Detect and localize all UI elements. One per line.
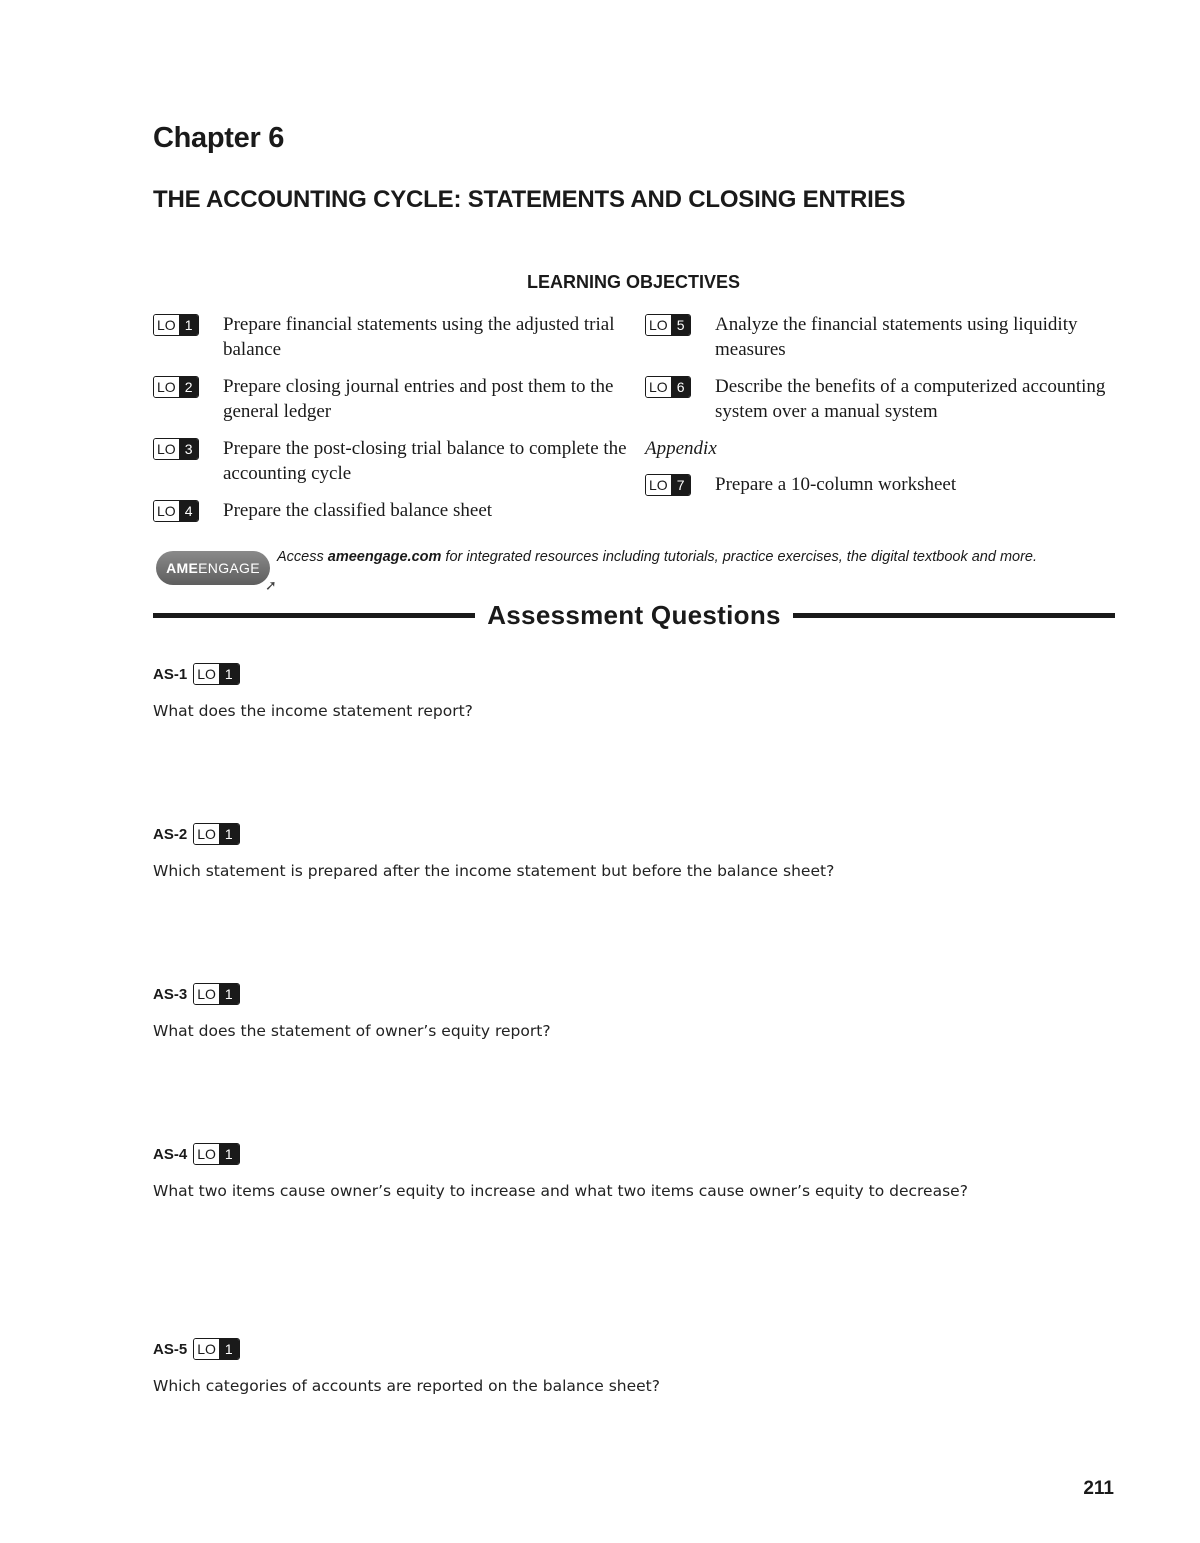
lo-badge: LO 1 xyxy=(153,314,199,336)
section-rule-right xyxy=(793,613,1115,618)
chapter-title: THE ACCOUNTING CYCLE: STATEMENTS AND CLOSING ENTRIES xyxy=(153,186,906,213)
question-text: What does the income statement report? xyxy=(153,702,473,720)
objective-text: Describe the benefits of a computerized accounting system over a manual system xyxy=(715,376,1106,422)
question-text: Which categories of accounts are reported on the balance sheet? xyxy=(153,1377,660,1395)
lo-badge: LO 3 xyxy=(153,438,199,460)
section-header xyxy=(153,600,1115,631)
chapter-label: Chapter 6 xyxy=(153,122,285,154)
question-item xyxy=(153,1338,660,1395)
ameengage-access-text: Access ameengage.com for integrated resources including tutorials, practice exercises, the digital textbook and more. xyxy=(277,549,1038,565)
page-number: 211 xyxy=(1083,1478,1114,1499)
lo-badge: LO 1 xyxy=(193,983,239,1005)
lo-badge: LO 7 xyxy=(645,474,691,496)
question-item xyxy=(153,823,834,880)
question-id: AS-2 xyxy=(153,825,188,843)
objective-text: Analyze the financial statements using liquidity measures xyxy=(715,314,1078,360)
objective-text: Prepare financial statements using the adjusted trial balance xyxy=(223,314,615,360)
question-text: What does the statement of owner’s equity report? xyxy=(153,1022,551,1040)
section-rule-left xyxy=(153,613,475,618)
ameengage-link[interactable]: ameengage.com xyxy=(327,549,442,565)
objective-item xyxy=(153,312,633,362)
objective-text: Prepare closing journal entries and post them to the general ledger xyxy=(223,376,614,422)
lo-badge: LO 1 xyxy=(193,663,239,685)
question-id: AS-3 xyxy=(153,985,188,1003)
question-item xyxy=(153,1143,968,1200)
learning-objectives-heading: LEARNING OBJECTIVES xyxy=(526,272,741,292)
question-id: AS-4 xyxy=(153,1145,188,1163)
lo-badge: LO 1 xyxy=(193,823,239,845)
objective-item xyxy=(645,312,1120,362)
section-title: Assessment Questions xyxy=(487,600,781,630)
objective-item xyxy=(645,472,1120,497)
question-text: Which statement is prepared after the income statement but before the balance sheet? xyxy=(153,862,835,880)
objective-text: Prepare the classified balance sheet xyxy=(223,500,493,521)
question-text: What two items cause owner’s equity to increase and what two items cause owner’s equity to decrease? xyxy=(153,1182,968,1200)
lo-badge: LO 5 xyxy=(645,314,691,336)
lo-badge: LO 1 xyxy=(193,1338,239,1360)
question-item xyxy=(153,983,551,1040)
question-item xyxy=(153,663,473,720)
objective-item xyxy=(153,436,633,486)
question-id: AS-5 xyxy=(153,1340,188,1358)
ameengage-logo[interactable]: AME ENGAGE ➚ xyxy=(156,551,270,585)
appendix-label: Appendix xyxy=(645,438,717,459)
objective-item xyxy=(153,374,633,424)
cursor-icon: ➚ xyxy=(264,577,277,593)
lo-badge: LO 4 xyxy=(153,500,199,522)
lo-badge: LO 1 xyxy=(193,1143,239,1165)
lo-badge: LO 2 xyxy=(153,376,199,398)
objective-text: Prepare a 10-column worksheet xyxy=(715,474,957,495)
question-id: AS-1 xyxy=(153,665,188,683)
objective-item xyxy=(645,374,1120,424)
objective-text: Prepare the post-closing trial balance to complete the accounting cycle xyxy=(223,438,627,484)
objective-item xyxy=(153,498,633,523)
lo-badge: LO 6 xyxy=(645,376,691,398)
